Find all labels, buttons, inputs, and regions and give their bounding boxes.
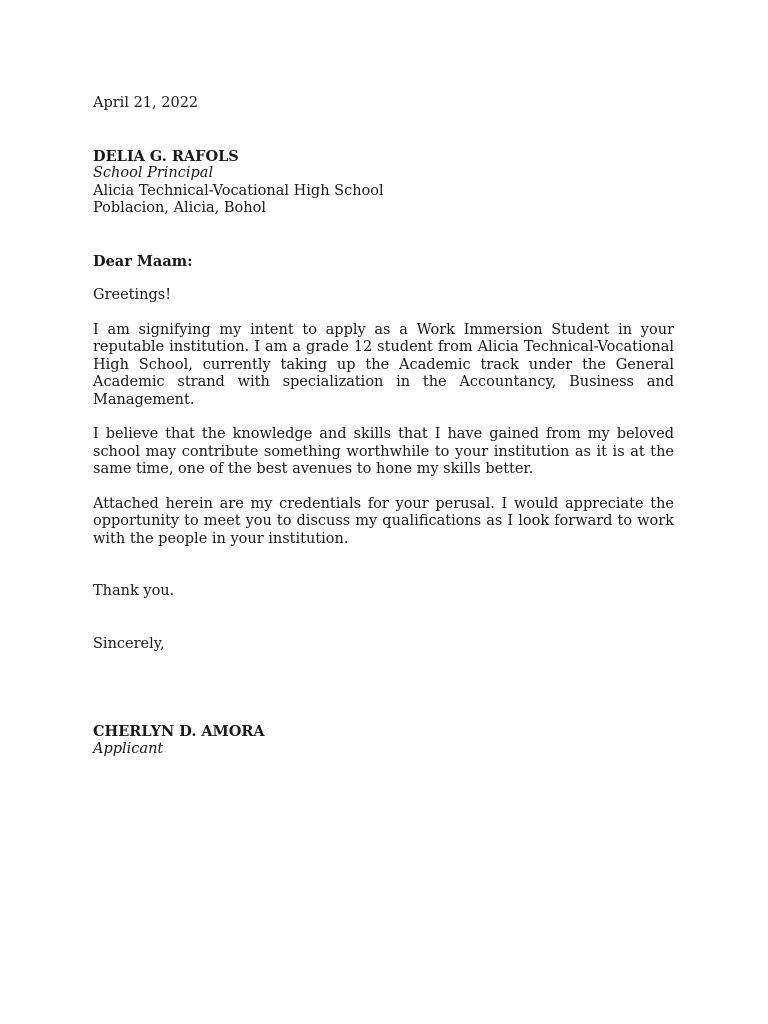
closing-line: Sincerely,	[93, 635, 165, 652]
sender-block	[93, 723, 674, 758]
recipient-address: Poblacion, Alicia, Bohol	[93, 200, 266, 216]
application-letter	[93, 95, 674, 758]
letter-date: April 21, 2022	[93, 95, 199, 111]
recipient-block	[93, 148, 674, 218]
recipient-title: School Principal	[93, 165, 214, 181]
body-paragraph: I believe that the knowledge and skills that I have gained from my beloved school may contribute something worthwhile to your institution as it is at the same time, one of the best avenues to hone my skills better.	[93, 426, 674, 477]
sender-name: CHERLYN D. AMORA	[93, 723, 265, 740]
body-paragraph: Attached herein are my credentials for your perusal. I would appreciate the opportunity to meet you to discuss my qualifications as I look forward to work with the people in your institution.	[93, 495, 674, 547]
salutation: Dear Maam:	[93, 252, 193, 270]
sender-title: Applicant	[93, 740, 164, 757]
greeting: Greetings!	[93, 287, 172, 303]
recipient-school: Alicia Technical-Vocational High School	[93, 182, 384, 199]
body-paragraph: I am signifying my intent to apply as a Work Immersion Student in your reputable institution. I am a grade 12 student from Alicia Technical-Vocational High School, currently taking up the Academic track under the General Academic strand with specialization in the Accountancy, Business and Management.	[93, 321, 674, 408]
recipient-name: DELIA G. RAFOLS	[93, 147, 239, 165]
thanks-line: Thank you.	[93, 583, 175, 599]
